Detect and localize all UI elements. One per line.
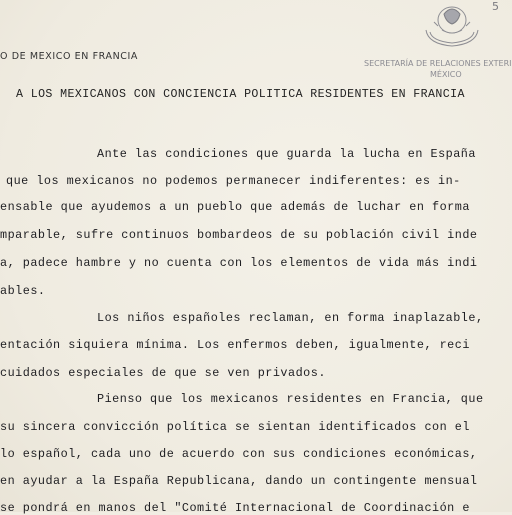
body-line: en ayudar a la España Republicana, dando un contingente mensual: [0, 474, 478, 488]
body-line: que los mexicanos no podemos permanecer indiferentes: es in-: [6, 174, 461, 188]
body-line: Ante las condiciones que guarda la lucha en España: [97, 147, 476, 161]
body-line: Pienso que los mexicanos residentes en Francia, que: [97, 392, 484, 406]
body-line: cuidados especiales de que se ven privados.: [0, 366, 326, 380]
body-line: mparable, sufre continuos bombardeos de su población civil inde: [0, 228, 478, 242]
body-line: ables.: [0, 284, 46, 298]
body-line: entación siquiera mínima. Los enfermos deben, igualmente, reci: [0, 338, 470, 352]
body-line: lo español, cada uno de acuerdo con sus condiciones económicas,: [0, 447, 478, 461]
body-line: Los niños españoles reclaman, en forma inaplazable,: [97, 311, 484, 325]
page-number: 5: [492, 0, 499, 13]
archive-stamp-line2: MÉXICO: [430, 70, 462, 79]
body-line: a, padece hambre y no cuenta con los elementos de vida más indi: [0, 256, 478, 270]
archive-stamp-line1: SECRETARÍA DE RELACIONES EXTERI: [364, 59, 512, 68]
body-line: su sincera convicción política se sientan identificados con el: [0, 420, 470, 434]
body-line: ensable que ayudemos a un pueblo que además de luchar en forma: [0, 200, 470, 214]
body-line: se pondrá en manos del "Comité Internacional de Coordinación e: [0, 501, 470, 515]
embassy-letterhead: O DE MEXICO EN FRANCIA: [0, 51, 139, 62]
document-title: A LOS MEXICANOS CON CONCIENCIA POLITICA RESIDENTES EN FRANCIA: [16, 88, 465, 101]
